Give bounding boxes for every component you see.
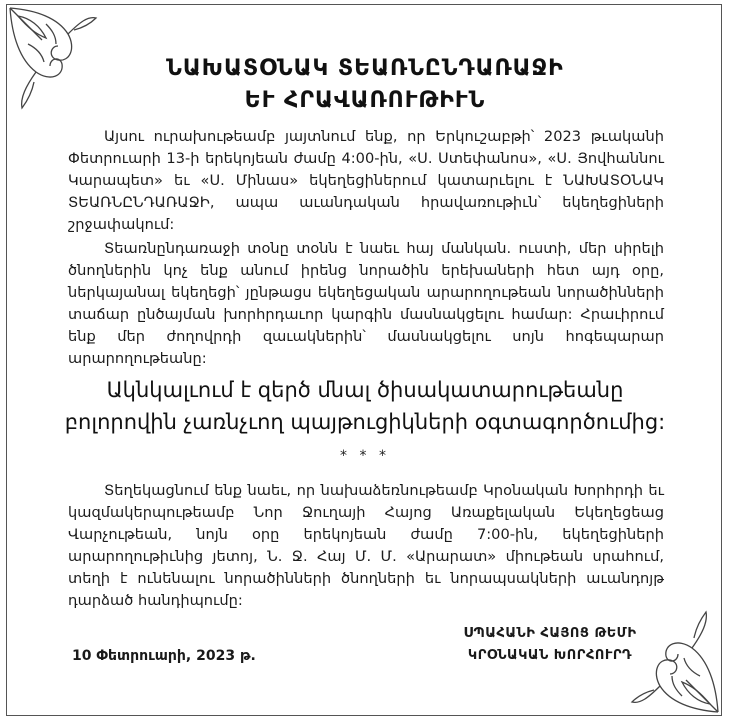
section-separator: * * * xyxy=(340,448,390,464)
signature-line-2: ԿՐՕՆԱԿԱՆ ԽՈՐՀՈՒՐԴ xyxy=(467,648,633,663)
document-title-line-1: ՆԱԽԱՏՕՆԱԿ ՏԵԱՌՆԸՆԴԱՌԱՋԻ xyxy=(166,56,564,81)
signature-line-1: ՍՊԱՀԱՆԻ ՀԱՅՈՑ ԹԵՄԻ xyxy=(463,626,637,641)
warning-headline-line-1: Ակնկալւում է զերծ մնալ ծիսակատարութեանը xyxy=(106,378,624,402)
warning-headline-line-2: բոլորովին չառնչւող պայթուցիկների օգտագործումից: xyxy=(64,410,666,434)
invitation-paragraph: Տեառնընդառաջի տօնը տօնն է նաեւ հայ մանկան. ուստի, մեր սիրելի ծնողներին կոչ ենք անում իրենց նորածին երեխաների հետ այդ օրը, ներկայանալ եկեղեցի՝ յընթացս եկեղեցական արարողութեան նորածինների տաճար ընծայման խորհրդաւոր կարգին մասնակցելու համար: Հրաւիրում ենք մեր ժողովրդի զաւակներին՝ մասնակցելու սոյն հոգեպարար արարողութեանը: xyxy=(68,240,664,367)
meeting-paragraph: Տեղեկացնում ենք նաեւ, որ նախաձեռնութեամբ Կրօնական Խորհրդի եւ կազմակերպութեամբ Նոր Ջուղայի Հայոց Առաքելական Եկեղեցեաց Վարչութեան, նոյն օրը երեկոյեան ժամը 7:00-ին, եկեղեցիների արարողութիւնից յետոյ, Ն. Ջ. Հայ Մ. Մ. «Արարատ» միութեան սրահում, տեղի է ունենալու նորածինների ծնողների եւ նորապսակների աւանդոյթ դարձած հանդիպումը: xyxy=(68,482,664,609)
document-date: 10 Փետրուարի, 2023 թ. xyxy=(72,648,256,664)
announcement-paragraph: Այսու ուրախութեամբ յայտնում ենք, որ Երկուշաբթի՝ 2023 թւականի Փետրուարի 13-ի երեկոյեան ժամը 4:00-ին, «Ս. Ստեփանոս», «Ս. Յովհաննու Կարապետ» եւ «Ս. Մինաս» եկեղեցիներում կատարւելու է ՆԱԽԱՏՕՆԱԿ ՏԵԱՌՆԸՆԴԱՌԱՋԻ, ապա աւանդական հրավառութիւն՝ եկեղեցիների շրջափակում: xyxy=(68,128,664,233)
document-title-line-2: ԵՒ ՀՐԱՎԱՌՈՒԹԻՒՆ xyxy=(244,88,486,113)
